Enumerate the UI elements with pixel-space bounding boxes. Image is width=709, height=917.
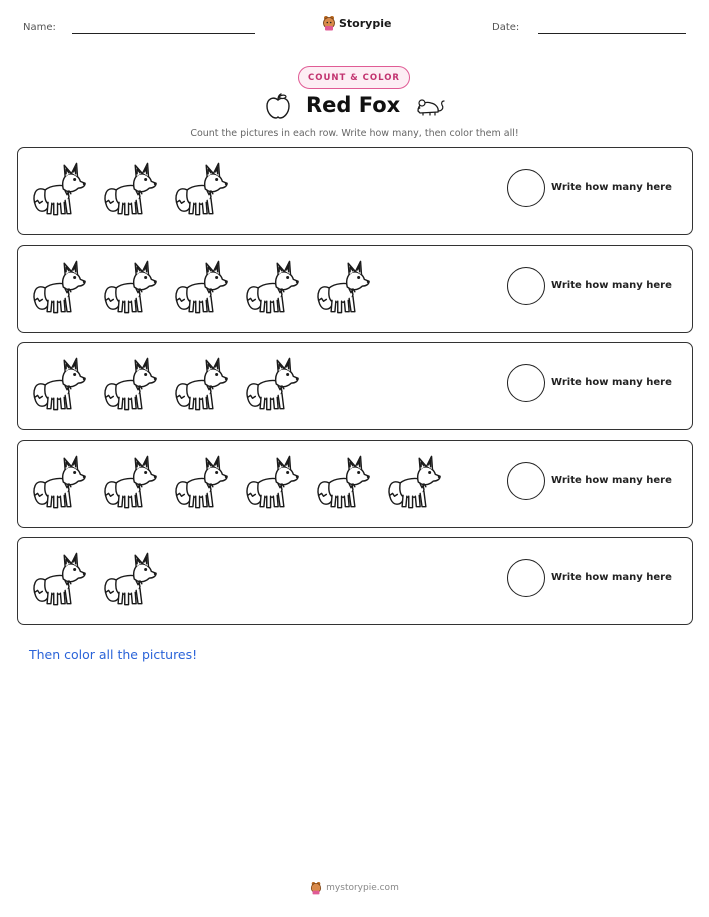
- storypie-logo-icon: [310, 881, 322, 895]
- animal-group: [30, 353, 300, 417]
- title-block: [262, 91, 448, 123]
- fox-icon: [314, 256, 371, 318]
- counting-row: [17, 342, 693, 430]
- activity-badge: COUNT & COLOR: [298, 66, 410, 89]
- answer-circle[interactable]: [507, 364, 545, 402]
- animal-group: [30, 256, 371, 320]
- site-footer: [0, 881, 709, 895]
- fox-icon: [30, 256, 87, 318]
- answer-label: Write how many here: [551, 182, 672, 193]
- worksheet-header: [0, 14, 709, 44]
- storypie-logo-icon: [322, 15, 336, 31]
- fox-icon: [30, 548, 87, 610]
- apple-icon: [264, 92, 292, 120]
- brand-name: Storypie: [339, 16, 392, 30]
- instructions-text: Count the pictures in each row. Write how many, then color them all!: [190, 128, 519, 139]
- animal-group: [30, 548, 158, 612]
- answer-label: Write how many here: [551, 377, 672, 388]
- fox-icon: [30, 158, 87, 220]
- answer-label: Write how many here: [551, 572, 672, 583]
- fox-icon: [314, 451, 371, 513]
- counting-row: [17, 245, 693, 333]
- answer-circle[interactable]: [507, 267, 545, 305]
- page-title: Red Fox: [306, 93, 401, 117]
- fox-icon: [101, 353, 158, 415]
- counting-row: [17, 537, 693, 625]
- fox-icon: [385, 451, 442, 513]
- fox-icon: [101, 451, 158, 513]
- answer-label: Write how many here: [551, 279, 672, 291]
- answer-label: Write how many here: [551, 474, 672, 486]
- brand-logo: [322, 14, 391, 32]
- animal-group: [30, 158, 229, 222]
- fox-icon: [172, 158, 229, 220]
- fox-icon: [101, 256, 158, 318]
- counting-row: [17, 147, 693, 235]
- date-label: Date:: [492, 22, 520, 33]
- site-url[interactable]: mystorypie.com: [326, 883, 399, 893]
- answer-circle[interactable]: [507, 559, 545, 597]
- fox-icon: [101, 158, 158, 220]
- fox-icon: [30, 353, 87, 415]
- fox-icon: [243, 451, 300, 513]
- fox-icon: [172, 256, 229, 318]
- color-instruction: Then color all the pictures!: [29, 647, 198, 662]
- fox-icon: [243, 256, 300, 318]
- fox-icon: [172, 353, 229, 415]
- fox-icon: [243, 353, 300, 415]
- fox-icon: [30, 451, 87, 513]
- answer-circle[interactable]: [507, 462, 545, 500]
- name-field-line[interactable]: [72, 33, 255, 34]
- date-field-line[interactable]: [538, 33, 686, 34]
- answer-circle[interactable]: [507, 169, 545, 207]
- animal-group: [30, 451, 442, 515]
- counting-row: [17, 440, 693, 528]
- fox-icon: [101, 548, 158, 610]
- fox-icon: [172, 451, 229, 513]
- mouse-icon: [414, 94, 446, 118]
- name-label: Name:: [23, 22, 56, 33]
